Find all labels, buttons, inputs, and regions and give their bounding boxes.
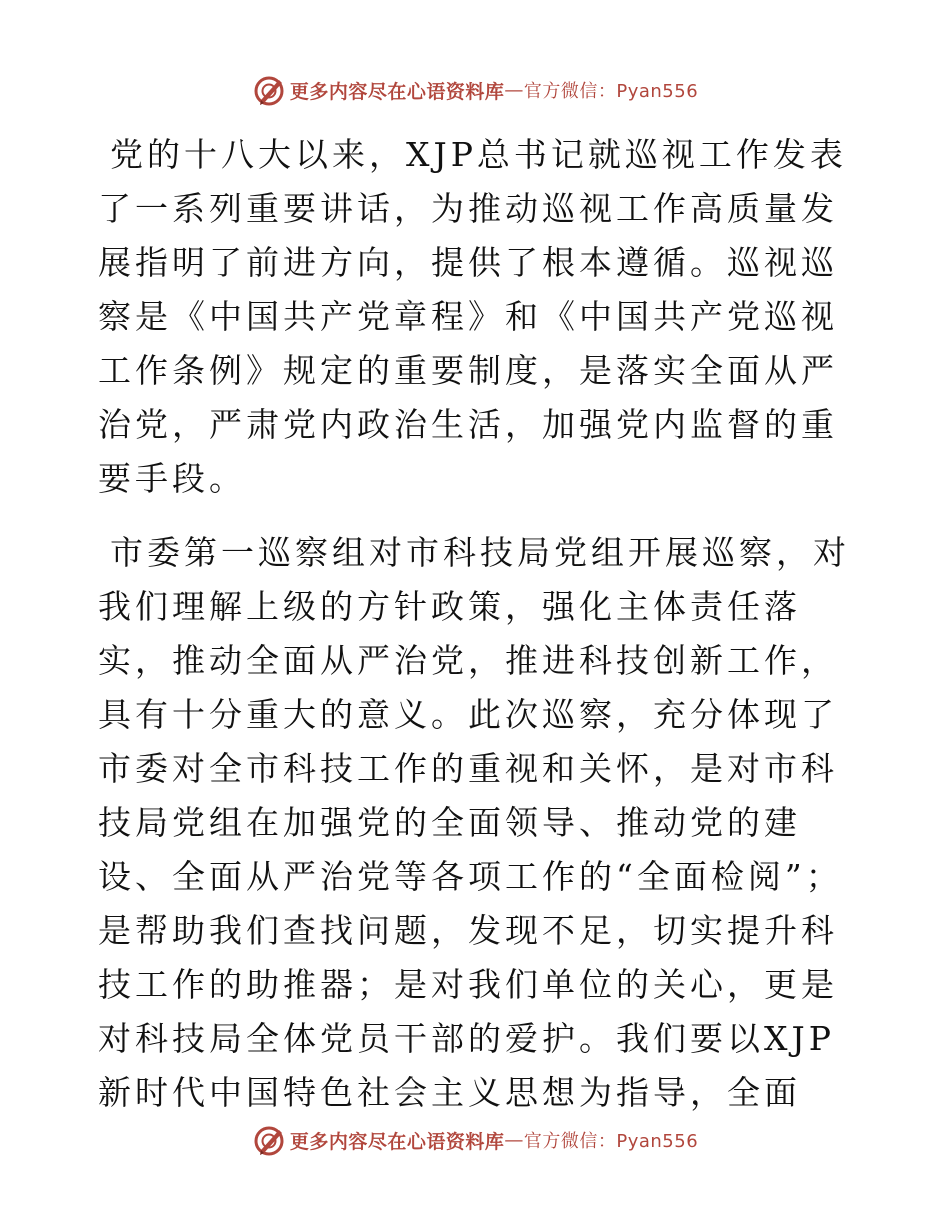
footer-wechat-text: 官方微信：Pyan556	[523, 1131, 699, 1152]
footer-banner	[0, 1122, 950, 1158]
footer-separator: —	[504, 1129, 524, 1151]
pen-logo-icon	[252, 73, 286, 107]
header-banner	[0, 72, 950, 108]
footer-brand-text: 更多内容尽在心语资料库	[289, 1130, 505, 1153]
pen-logo-icon	[252, 1123, 286, 1157]
body-paragraph-2: 市委第一巡察组对市科技局党组开展巡察，对我们理解上级的方针政策，强化主体责任落实，推动全面从严治党，推进科技创新工作，具有十分重大的意义。此次巡察，充分体现了市委对全市科技工作的重视和关怀，是对市科技局党组在加强党的全面领导、推动党的建设、全面从严治党等各项工作的“全面检阅”；是帮助我们查找问题，发现不足，切实提升科技工作的助推器；是对我们单位的关心，更是对科技局全体党员干部的爱护。我们要以XJP新时代中国特色社会主义思想为指导，全面	[98, 533, 850, 1112]
body-paragraph-1: 党的十八大以来，XJP总书记就巡视工作发表了一系列重要讲话，为推动巡视工作高质量发展指明了前进方向，提供了根本遵循。巡视巡察是《中国共产党章程》和《中国共产党巡视工作条例》规定的重要制度，是落实全面从严治党，严肃党内政治生活，加强党内监督的重要手段。	[98, 135, 847, 498]
document-body	[98, 128, 858, 1140]
header-wechat-text: 官方微信：Pyan556	[523, 81, 699, 102]
header-brand-text: 更多内容尽在心语资料库	[289, 80, 505, 103]
header-separator: —	[504, 79, 524, 101]
